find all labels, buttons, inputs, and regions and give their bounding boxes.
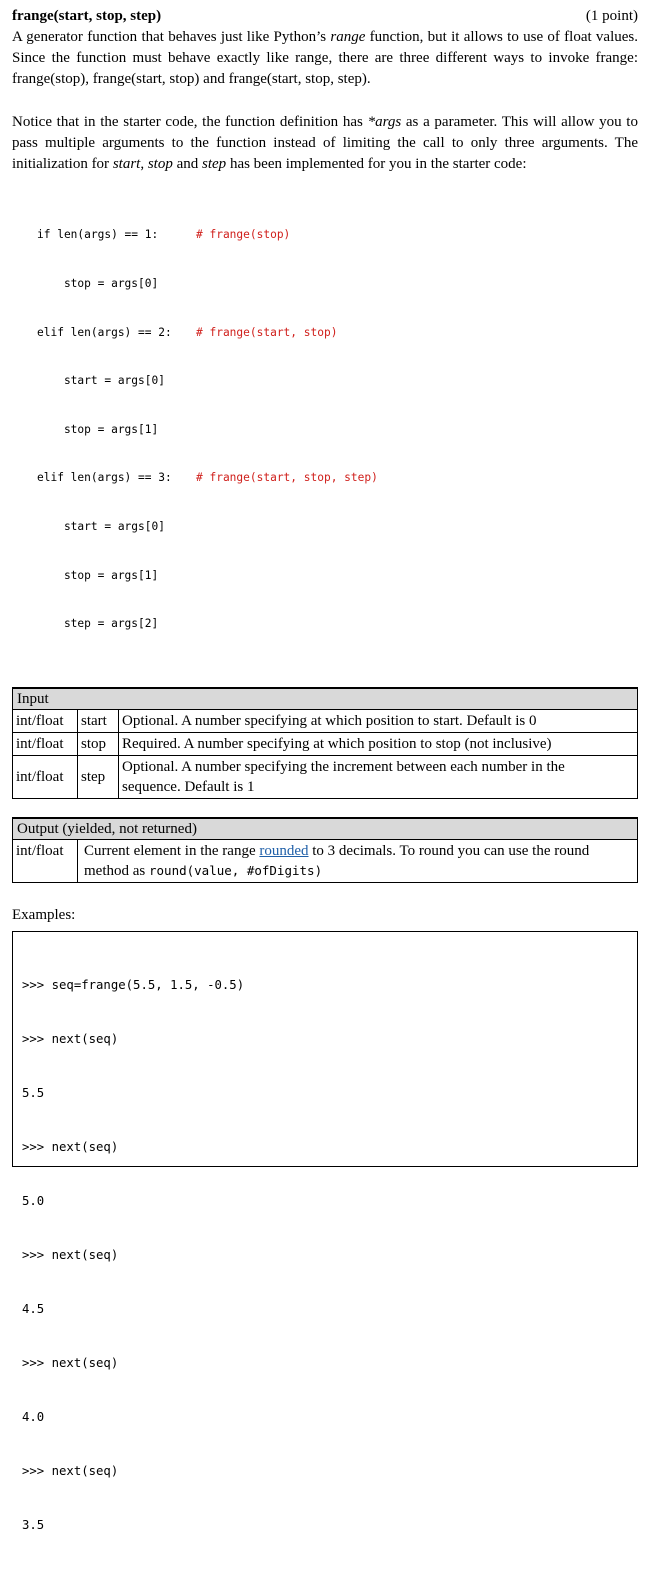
notice-step: step — [202, 156, 227, 172]
example-line: 4.0 — [22, 1409, 45, 1424]
output-header-cell: Output (yielded, not returned) — [13, 818, 638, 840]
code-comment: # frange(stop) — [196, 228, 291, 242]
table-row — [13, 755, 638, 798]
param-desc: Optional. A number specifying at which position to start. Default is 0 — [119, 709, 638, 732]
input-table — [12, 687, 638, 799]
param-name: step — [78, 755, 119, 798]
intro-text-1: A generator function that behaves just like Python’s — [12, 29, 331, 45]
example-line: >>> next(seq) — [22, 1031, 119, 1046]
code-text: start = args[0] — [37, 374, 165, 388]
table-row — [13, 839, 638, 882]
output-desc-text-b: to 3 decimals. To round you can use the round method as — [84, 842, 590, 879]
code-line — [37, 373, 638, 389]
code-comment: # frange(start, stop, step) — [196, 471, 378, 485]
assignment-page — [12, 0, 639, 1532]
notice-text-e: has been implemented for you in the starter code: — [226, 156, 527, 172]
input-table-header — [13, 688, 638, 710]
output-type: int/float — [13, 839, 78, 882]
output-table-header — [13, 818, 638, 840]
code-text: if len(args) == 1: — [37, 228, 159, 242]
example-line: >>> next(seq) — [22, 1463, 119, 1478]
intro-range-word: range — [330, 29, 366, 45]
example-line: >>> next(seq) — [22, 1247, 119, 1262]
rounded-link[interactable]: rounded — [259, 842, 309, 859]
table-row — [13, 732, 638, 755]
code-comment: # frange(start, stop) — [196, 325, 338, 339]
starter-code-block — [37, 195, 638, 665]
param-name: stop — [78, 732, 119, 755]
points-label: (1 point) — [585, 8, 638, 24]
example-line: >>> seq=frange(5.5, 1.5, -0.5) — [22, 977, 245, 992]
example-line: 5.5 — [22, 1085, 45, 1100]
round-code: round(value, #ofDigits) — [149, 862, 323, 878]
output-desc-text-a: Current element in the range — [84, 842, 260, 859]
table-row — [13, 709, 638, 732]
code-text: stop = args[1] — [37, 422, 159, 436]
notice-text-d: and — [172, 156, 203, 172]
problem-title: frange(start, stop, step) — [12, 8, 162, 24]
param-type: int/float — [13, 732, 78, 755]
param-name: start — [78, 709, 119, 732]
problem-header — [12, 6, 638, 26]
code-line — [37, 227, 638, 243]
code-text: step = args[2] — [37, 617, 159, 631]
code-line — [37, 470, 638, 486]
code-line — [37, 568, 638, 584]
param-desc: Required. A number specifying at which position to stop (not inclusive) — [119, 732, 638, 755]
notice-text-c: , — [140, 156, 148, 172]
example-line: >>> next(seq) — [22, 1355, 119, 1370]
notice-text-b: as a parameter. This will allow you to pass multiple arguments to the function instead of limiting the call to only three arguments. The initialization for — [12, 114, 638, 172]
code-line — [37, 325, 638, 341]
code-text: stop = args[1] — [37, 568, 159, 582]
code-text: elif len(args) == 2: — [37, 325, 172, 339]
code-text: elif len(args) == 3: — [37, 471, 172, 485]
notice-args: *args — [367, 114, 402, 130]
param-desc: Optional. A number specifying the increment between each number in the sequence. Default is 1 — [119, 755, 638, 798]
example-line: >>> next(seq) — [22, 1139, 119, 1154]
code-text: start = args[0] — [37, 519, 165, 533]
examples-box — [12, 931, 638, 1532]
notice-paragraph — [12, 112, 638, 175]
code-text: stop = args[0] — [37, 277, 159, 290]
example-line: 3.5 — [22, 1517, 45, 1532]
output-table — [12, 817, 638, 883]
input-header-cell: Input — [13, 688, 638, 710]
code-line — [37, 616, 638, 632]
notice-text-a: Notice that in the starter code, the function definition has — [12, 114, 368, 130]
intro-text-2: function, but it allows to use of float values. Since the function must behave exactly like range, there are three different ways to invoke frange: frange(stop), frange(start, stop) and frange(start, stop, step). — [12, 29, 639, 87]
intro-paragraph — [12, 27, 638, 90]
code-line — [37, 519, 638, 535]
code-line — [37, 276, 638, 292]
notice-start: start — [112, 156, 141, 172]
example-line: 5.0 — [22, 1193, 45, 1208]
output-desc — [78, 839, 638, 882]
examples-label: Examples: — [12, 906, 76, 923]
param-type: int/float — [13, 755, 78, 798]
example-line: 4.5 — [22, 1301, 45, 1316]
param-type: int/float — [13, 709, 78, 732]
notice-stop: stop — [147, 156, 173, 172]
code-line — [37, 422, 638, 438]
